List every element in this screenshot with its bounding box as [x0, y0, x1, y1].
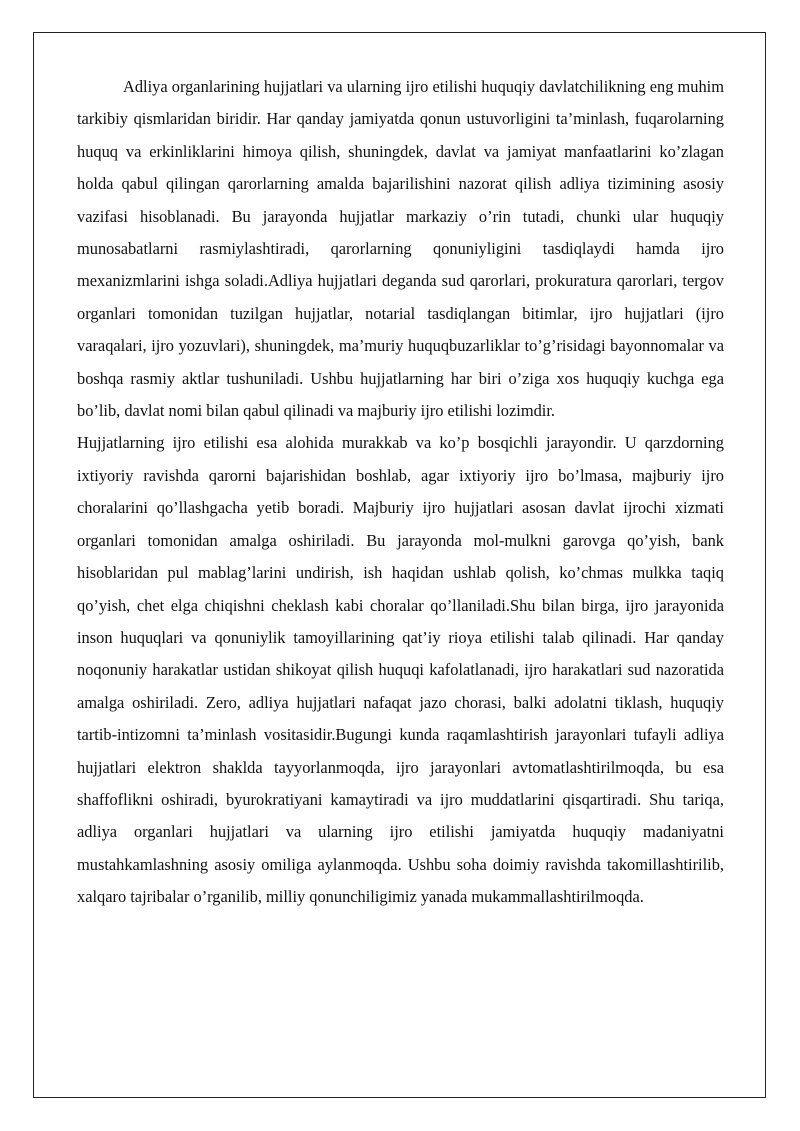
document-body: [77, 71, 724, 914]
paragraph-execution: Hujjatlarning ijro etilishi esa alohida murakkab va ko’p bosqichli jarayondir. U qarzdorning ixtiyoriy ravishda qarorni bajarishidan boshlab, agar ixtiyoriy ijro bo’lmasa, majburiy ijro choralarini qo’llashgacha yetib boradi. Majburiy ijro hujjatlari asosan davlat ijrochi xizmati organlari tomonidan amalga oshiriladi. Bu jarayonda mol-mulkni garovga qo’yish, bank hisoblaridan pul mablag’larini undirish, ish haqidan ushlab qolish, ko’chmas mulkka taqiq qo’yish, chet elga chiqishni cheklash kabi choralar qo’llaniladi.Shu bilan birga, ijro jarayonida inson huquqlari va qonuniylik tamoyillarining qat’iy rioya etilishi talab qilinadi. Har qanday noqonuniy harakatlar ustidan shikoyat qilish huquqi kafolatlanadi, ijro harakatlari sud nazoratida amalga oshiriladi. Zero, adliya hujjatlari nafaqat jazo chorasi, balki adolatni tiklash, huquqiy tartib-intizomni ta’minlash vositasidir.Bugungi kunda raqamlashtirish jarayonlari tufayli adliya hujjatlari elektron shaklda tayyorlanmoqda, ijro jarayonlari avtomatlashtirilmoqda, bu esa shaffoflikni oshiradi, byurokratiyani kamaytiradi va ijro muddatlarini qisqartiradi. Shu tariqa, adliya organlari hujjatlari va ularning ijro etilishi jamiyatda huquqiy madaniyatni mustahkamlashning asosiy omiliga aylanmoqda. Ushbu soha doimiy ravishda takomillashtirilib, xalqaro tajribalar o’rganilib, milliy qonunchiligimiz yanada mukammallashtirilmoqda.: [77, 433, 724, 907]
paragraph-intro: Adliya organlarining hujjatlari va ularning ijro etilishi huquqiy davlatchilikning eng muhim tarkibiy qismlaridan biridir. Har qanday jamiyatda qonun ustuvorligini ta’minlash, fuqarolarning huquq va erkinliklarini himoya qilish, shuningdek, davlat va jamiyat manfaatlarini ko’zlagan holda qabul qilingan qarorlarning amalda bajarilishini nazorat qilish adliya tizimining asosiy vazifasi hisoblanadi. Bu jarayonda hujjatlar markaziy o’rin tutadi, chunki ular huquqiy munosabatlarni rasmiylashtiradi, qarorlarning qonuniyligini tasdiqlaydi hamda ijro mexanizmlarini ishga soladi.Adliya hujjatlari deganda sud qarorlari, prokuratura qarorlari, tergov organlari tomonidan tuzilgan hujjatlar, notarial tasdiqlangan bitimlar, ijro hujjatlari (ijro varaqalari, ijro yozuvlari), shuningdek, ma’muriy huquqbuzarliklar to’g’risidagi bayonnomalar va boshqa rasmiy aktlar tushuniladi. Ushbu hujjatlarning har biri o’ziga xos huquqiy kuchga ega bo’lib, davlat nomi bilan qabul qilinadi va majburiy ijro etilishi lozimdir.: [77, 77, 724, 421]
